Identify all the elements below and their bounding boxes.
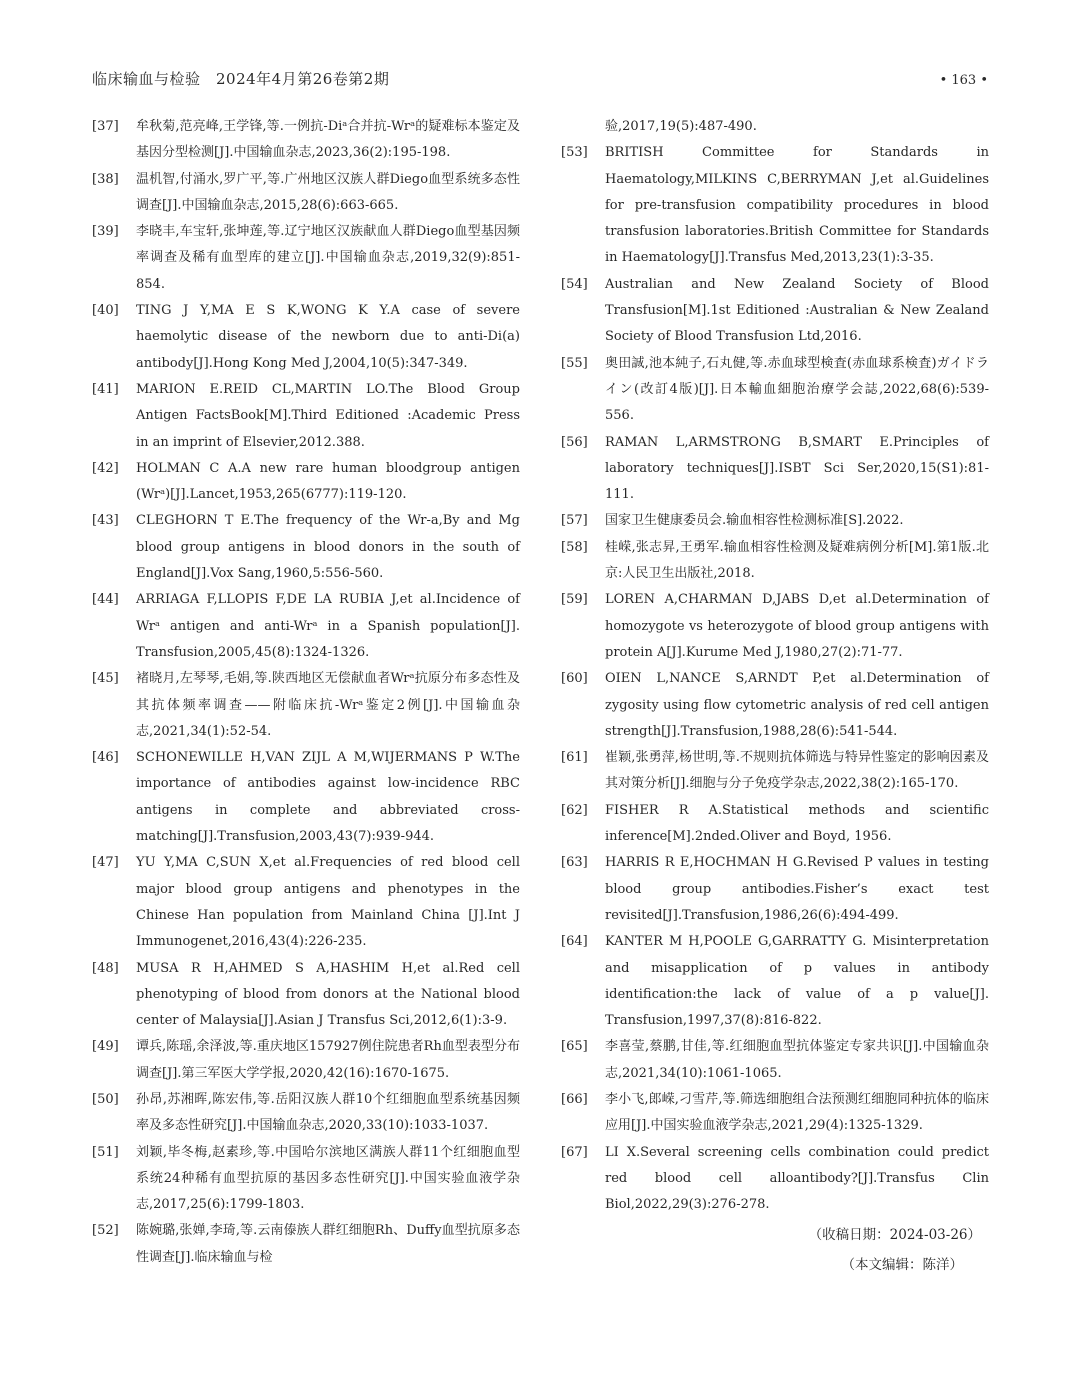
reference-text: RAMAN L,ARMSTRONG B,SMART E.Principles of laboratory techniques[J].ISBT Sci Ser,2020,15(S1):81-111. bbox=[605, 434, 989, 503]
reference-number: [67] bbox=[561, 1144, 588, 1160]
reference-number: [54] bbox=[561, 276, 588, 292]
reference-number: [61] bbox=[561, 750, 588, 766]
reference-number: [42] bbox=[92, 460, 119, 476]
reference-text: 谭兵,陈瑶,余泽波,等.重庆地区157927例住院患者Rh血型表型分布调查[J].第三军医大学学报,2020,42(16):1670-1675. bbox=[136, 1039, 520, 1081]
reference-item bbox=[92, 587, 520, 666]
reference-number: [39] bbox=[92, 224, 119, 240]
reference-item bbox=[561, 745, 989, 798]
reference-number: [57] bbox=[561, 513, 588, 529]
reference-number: [66] bbox=[561, 1091, 588, 1107]
reference-text: 李小飞,郎嵘,刁雪芹,等.筛选细胞组合法预测红细胞同种抗体的临床应用[J].中国实验血液学杂志,2021,29(4):1325-1329. bbox=[605, 1091, 989, 1134]
reference-text: MUSA R H,AHMED S A,HASHIM H,et al.Red cell phenotyping of blood from donors at the National blood center of Malaysia[J].Asian J Transfus Sci,2012,6(1):3-9. bbox=[136, 960, 520, 1029]
journal-title: 临床输血与检验 2024年4月第26卷第2期 bbox=[92, 70, 390, 88]
reference-text: 牟秋菊,范亮峰,王学锋,等.一例抗-Diᵃ合并抗-Wrᵃ的疑难标本鉴定及基因分型检测[J].中国输血杂志,2023,36(2):195-198. bbox=[136, 119, 520, 161]
reference-item bbox=[92, 377, 520, 456]
reference-item bbox=[561, 430, 989, 509]
reference-number: [37] bbox=[92, 119, 119, 134]
reference-number: [63] bbox=[561, 855, 588, 871]
reference-item bbox=[561, 535, 989, 588]
reference-number: [44] bbox=[92, 592, 119, 608]
reference-item bbox=[92, 219, 520, 298]
reference-number: [51] bbox=[92, 1144, 119, 1160]
reference-text: LI X.Several screening cells combination could predict red blood cell alloantibody?[J].Transfus Clin Biol,2022,29(3):276-278. bbox=[605, 1144, 989, 1213]
reference-text: 褚晓月,左琴琴,毛娟,等.陕西地区无偿献血者Wrᵃ抗原分布多态性及其抗体频率调查——附临床抗-Wrᵃ鉴定2例[J].中国输血杂志,2021,34(1):52-54. bbox=[136, 671, 520, 739]
reference-number: [46] bbox=[92, 750, 119, 766]
reference-number: [47] bbox=[92, 855, 119, 871]
reference-item bbox=[92, 745, 520, 850]
reference-text: HARRIS R E,HOCHMAN H G.Revised P values in testing blood group antibodies.Fisher’s exact test revisited[J].Transfusion,1986,26(6):494-499. bbox=[605, 855, 989, 923]
received-date: （收稿日期：2024-03-26） bbox=[808, 1227, 981, 1244]
reference-text: 刘颖,毕冬梅,赵素珍,等.中国哈尔滨地区满族人群11个红细胞血型系统24种稀有血型抗原的基因多态性研究[J].中国实验血液学杂志,2017,25(6):1799-1803. bbox=[136, 1144, 520, 1213]
reference-text: 桂嵘,张志昇,王勇军.输血相容性检测及疑难病例分析[M].第1版.北京:人民卫生出版社,2018. bbox=[605, 539, 989, 582]
reference-item bbox=[561, 587, 989, 666]
reference-number: [50] bbox=[92, 1091, 119, 1107]
reference-number: [48] bbox=[92, 960, 119, 976]
reference-number: [62] bbox=[561, 802, 588, 818]
reference-column-left bbox=[92, 114, 520, 1271]
reference-item bbox=[561, 1087, 989, 1140]
reference-text: Australian and New Zealand Society of Blood Transfusion[M].1st Editioned :Australian & New Zealand Society of Blood Transfusion Ltd,2016. bbox=[605, 276, 989, 345]
reference-text: 崔颖,张勇萍,杨世明,等.不规则抗体筛选与特异性鉴定的影响因素及其对策分析[J].细胞与分子免疫学杂志,2022,38(2):165-170. bbox=[605, 750, 989, 792]
reference-text: 陈婉璐,张婵,李琦,等.云南傣族人群红细胞Rh、Duffy血型抗原多态性调查[J].临床输血与检 bbox=[136, 1223, 520, 1265]
reference-item bbox=[561, 929, 989, 1034]
reference-number: [58] bbox=[561, 539, 588, 555]
reference-item bbox=[561, 666, 989, 745]
reference-item bbox=[561, 508, 989, 534]
reference-item bbox=[92, 1087, 520, 1140]
reference-number: [53] bbox=[561, 145, 588, 161]
reference-text: TING J Y,MA E S K,WONG K Y.A case of severe haemolytic disease of the newborn due to anti-Di(a) antibody[J].Hong Kong Med J,2004,10(5):347-349. bbox=[136, 303, 520, 371]
running-header bbox=[92, 68, 988, 89]
reference-number: [45] bbox=[92, 671, 119, 687]
reference-item bbox=[92, 456, 520, 509]
reference-number: [60] bbox=[561, 671, 588, 687]
page-number: • 163 • bbox=[939, 73, 988, 88]
reference-column-right bbox=[561, 114, 989, 1278]
reference-item bbox=[92, 1140, 520, 1219]
reference-item bbox=[92, 956, 520, 1035]
reference-number: [43] bbox=[92, 513, 119, 529]
reference-text: 李喜莹,蔡鹏,甘佳,等.红细胞血型抗体鉴定专家共识[J].中国输血杂志,2021,34(10):1061-1065. bbox=[605, 1039, 989, 1081]
editor-note: （本文编辑：陈洋） bbox=[841, 1257, 963, 1274]
reference-text: FISHER R A.Statistical methods and scientific inference[M].2nded.Oliver and Boyd, 1956. bbox=[605, 802, 989, 845]
reference-text: BRITISH Committee for Standards in Haematology,MILKINS C,BERRYMAN J,et al.Guidelines for pre-transfusion compatibility procedures in blood transfusion laboratories.British Committee for Standards in Haematology[J].Transfus Med,2013,23(1):3-35. bbox=[605, 145, 989, 266]
reference-text: LOREN A,CHARMAN D,JABS D,et al.Determination of homozygote vs heterozygote of blood group antigens with protein A[J].Kurume Med J,1980,27(2):71-77. bbox=[605, 592, 989, 660]
reference-item bbox=[561, 1034, 989, 1087]
reference-number: [38] bbox=[92, 171, 119, 187]
reference-text: HOLMAN C A.A new rare human bloodgroup antigen (Wrᵃ)[J].Lancet,1953,265(6777):119-120. bbox=[136, 460, 520, 503]
reference-item bbox=[92, 850, 520, 955]
reference-number: [56] bbox=[561, 434, 588, 450]
reference-text: SCHONEWILLE H,VAN ZIJL A M,WIJERMANS P W.The importance of antibodies against low-incidence RBC antigens in complete and abbreviated cross-matching[J].Transfusion,2003,43(7):939-944. bbox=[136, 750, 520, 845]
reference-number: [41] bbox=[92, 381, 119, 397]
reference-text: CLEGHORN T E.The frequency of the Wr-a,By and Mg blood group antigens in blood donors in the south of England[J].Vox Sang,1960,5:556-560. bbox=[136, 513, 520, 582]
reference-text: KANTER M H,POOLE G,GARRATTY G. Misinterpretation and misapplication of p values in antibody identification:the lack of value of a p value[J]. Transfusion,1997,37(8):816-822. bbox=[605, 934, 989, 1029]
reference-text: ARRIAGA F,LLOPIS F,DE LA RUBIA J,et al.Incidence of Wrᵃ antigen and anti-Wrᵃ in a Spanish population[J]. Transfusion,2005,45(8):1324-1326. bbox=[136, 592, 520, 660]
reference-number: [49] bbox=[92, 1039, 119, 1055]
reference-item bbox=[92, 1218, 520, 1271]
reference-text: MARION E.REID CL,MARTIN LO.The Blood Group Antigen FactsBook[M].Third Editioned :Academic Press in an imprint of Elsevier,2012.388. bbox=[136, 381, 520, 450]
reference-item bbox=[561, 1140, 989, 1219]
reference-item bbox=[561, 140, 989, 271]
reference-number: [65] bbox=[561, 1039, 588, 1055]
reference-item bbox=[92, 666, 520, 745]
reference-text: 李晓丰,车宝轩,张坤莲,等.辽宁地区汉族献血人群Diego血型基因频率调查及稀有血型库的建立[J].中国输血杂志,2019,32(9):851-854. bbox=[136, 224, 520, 292]
reference-list-right bbox=[561, 140, 989, 1218]
reference-item bbox=[92, 114, 520, 167]
reference-text: 温机智,付涌水,罗广平,等.广州地区汉族人群Diego血型系统多态性调查[J].中国输血杂志,2015,28(6):663-665. bbox=[136, 171, 520, 213]
reference-text: 孙昂,苏湘晖,陈宏伟,等.岳阳汉族人群10个红细胞血型系统基因频率及多态性研究[J].中国输血杂志,2020,33(10):1033-1037. bbox=[136, 1091, 520, 1134]
reference-number: [59] bbox=[561, 592, 588, 608]
reference-item bbox=[92, 167, 520, 220]
reference-item bbox=[92, 298, 520, 377]
reference-continuation: 验,2017,19(5):487-490. bbox=[605, 119, 757, 134]
reference-text: 国家卫生健康委员会.输血相容性检测标准[S].2022. bbox=[605, 513, 904, 529]
reference-item bbox=[561, 272, 989, 351]
reference-text: 奥田誠,池本純子,石丸健,等.赤血球型検査(赤血球系検査)ガイドライン(改訂4版)[J].日本輸血細胞治療学会誌,2022,68(6):539-556. bbox=[605, 355, 989, 424]
reference-number: [64] bbox=[561, 934, 588, 950]
reference-item bbox=[92, 1034, 520, 1087]
reference-number: [52] bbox=[92, 1223, 119, 1239]
reference-text: YU Y,MA C,SUN X,et al.Frequencies of red blood cell major blood group antigens and phenotypes in the Chinese Han population from Mainland China [J].Int J Immunogenet,2016,43(4):226-235. bbox=[136, 855, 520, 950]
reference-item bbox=[561, 351, 989, 430]
reference-text: OIEN L,NANCE S,ARNDT P,et al.Determination of zygosity using flow cytometric analysis of red cell antigen strength[J].Transfusion,1988,28(6):541-544. bbox=[605, 671, 989, 739]
reference-item bbox=[92, 508, 520, 587]
reference-number: [40] bbox=[92, 303, 119, 319]
reference-number: [55] bbox=[561, 355, 588, 371]
reference-item bbox=[561, 850, 989, 929]
reference-item bbox=[561, 798, 989, 851]
